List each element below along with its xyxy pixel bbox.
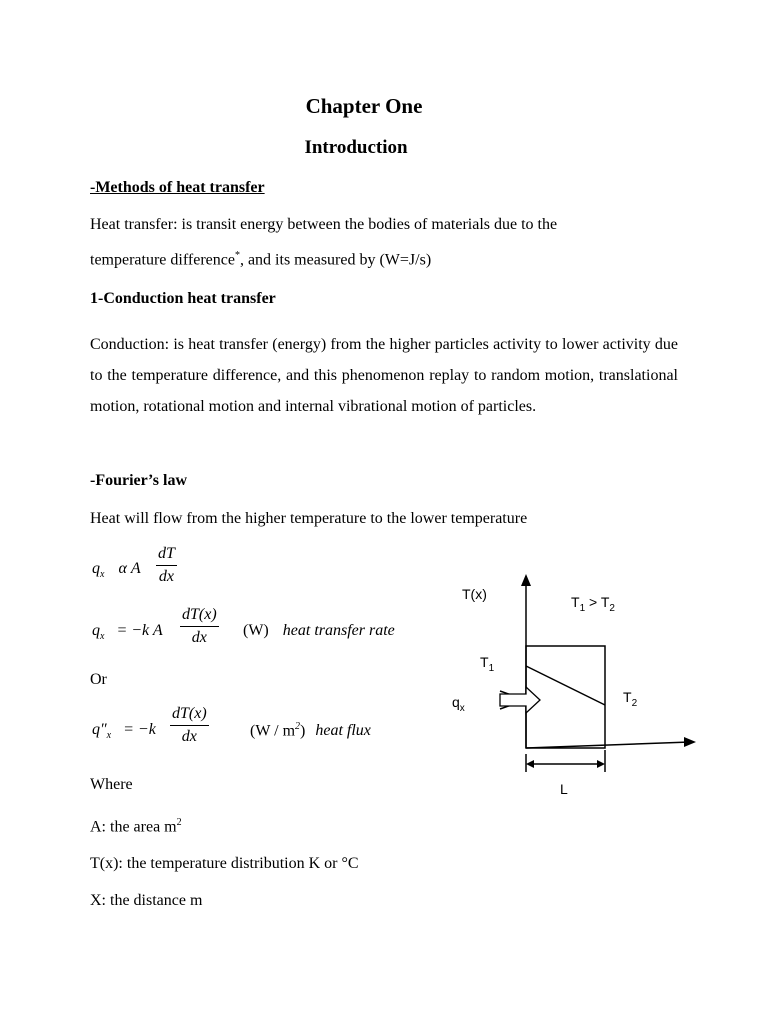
- footnote-mark: *: [234, 250, 240, 261]
- t2-label: [623, 689, 637, 709]
- eq2-num: dT(x): [180, 606, 219, 627]
- eq1-den: dx: [158, 568, 174, 585]
- cond-op: >: [585, 594, 601, 610]
- cond-b: T: [600, 594, 610, 610]
- def-area-text: A: the area m: [90, 818, 177, 836]
- equation-heat-flux: [92, 721, 156, 741]
- eq3-unit-sup: 2: [295, 721, 301, 732]
- conduction-heading: 1-Conduction heat transfer: [90, 290, 276, 307]
- eq1-lhs: q: [92, 560, 100, 577]
- eq3-unit-b: ): [300, 722, 306, 740]
- eq2-rel: = −k A: [116, 622, 163, 639]
- heat-transfer-line1: Heat transfer: is transit energy between the bodies of materials due to the: [90, 216, 558, 233]
- heat-transfer-line2a: temperature difference: [90, 251, 235, 269]
- length-arrow-left: [526, 760, 534, 768]
- flux-label: [452, 694, 465, 714]
- t1-label: [480, 654, 494, 674]
- eq3-lhs: q″: [92, 721, 107, 738]
- eq3-sub: x: [106, 730, 112, 742]
- length-label: L: [560, 781, 568, 797]
- conduction-paragraph: Conduction: is heat transfer (energy) from the higher particles activity to lower activity due to the temperature difference, and this phenomenon replay to random motion, translational motion, rotational motion and internal vibrational motion of particles.: [90, 336, 678, 415]
- definition-temperature: T(x): the temperature distribution K or °C: [90, 855, 359, 872]
- definition-distance: X: the distance m: [90, 892, 203, 909]
- eq3-desc: heat flux: [315, 722, 371, 740]
- x-axis-arrowhead: [684, 737, 696, 747]
- equation-proportional: [92, 560, 141, 580]
- eq1-sub: x: [100, 569, 105, 581]
- heat-transfer-line2b: , and its measured by (W=J/s): [239, 251, 432, 269]
- flux-sub: x: [459, 702, 465, 714]
- eq2-desc: heat transfer rate: [282, 622, 395, 639]
- t1-sub: 1: [488, 662, 495, 674]
- heat-transfer-definition: [90, 209, 678, 275]
- condition-label: [571, 594, 615, 614]
- x-axis: [526, 742, 690, 748]
- eq3-unit-desc: [250, 721, 371, 740]
- t2-t: T: [623, 689, 632, 705]
- eq2-den: dx: [191, 629, 207, 646]
- def-area-sup: 2: [176, 817, 182, 828]
- eq2-fraction: [180, 606, 219, 647]
- eq3-num: dT(x): [170, 705, 209, 726]
- eq2-lhs: q: [92, 622, 100, 639]
- where-text: Where: [90, 776, 133, 793]
- eq3-den: dx: [181, 728, 197, 745]
- slab: [526, 646, 605, 748]
- y-axis-label: T(x): [462, 586, 487, 602]
- t1-t: T: [480, 654, 489, 670]
- eq2-unit: (W): [243, 622, 269, 639]
- fourier-heading: -Fourier’s law: [90, 472, 187, 489]
- eq2-sub: x: [100, 631, 105, 643]
- eq3-unit-a: (W / m: [250, 722, 296, 740]
- eq1-rel: α A: [118, 560, 141, 577]
- chapter-title: Chapter One: [305, 94, 423, 118]
- definition-area: [90, 817, 182, 836]
- or-text: Or: [90, 671, 107, 688]
- t2-sub: 2: [631, 697, 638, 709]
- y-axis-arrowhead: [521, 574, 531, 586]
- flux-q: q: [452, 694, 460, 710]
- section-title: Introduction: [304, 137, 408, 158]
- cond-b-sub: 2: [609, 602, 615, 614]
- eq3-rel: = −k: [123, 721, 156, 738]
- methods-heading: -Methods of heat transfer: [90, 179, 265, 196]
- length-arrow-right: [597, 760, 605, 768]
- flow-statement: Heat will flow from the higher temperature to the lower temperature: [90, 510, 528, 527]
- cond-a: T: [571, 594, 580, 610]
- eq3-fraction: [170, 705, 209, 746]
- eq2-unit-desc: [243, 622, 395, 640]
- eq1-num: dT: [156, 545, 177, 566]
- flux-arrow: [500, 687, 540, 713]
- equation-heat-rate: [92, 622, 163, 642]
- eq1-fraction: [156, 545, 177, 586]
- cond-a-sub: 1: [579, 602, 586, 614]
